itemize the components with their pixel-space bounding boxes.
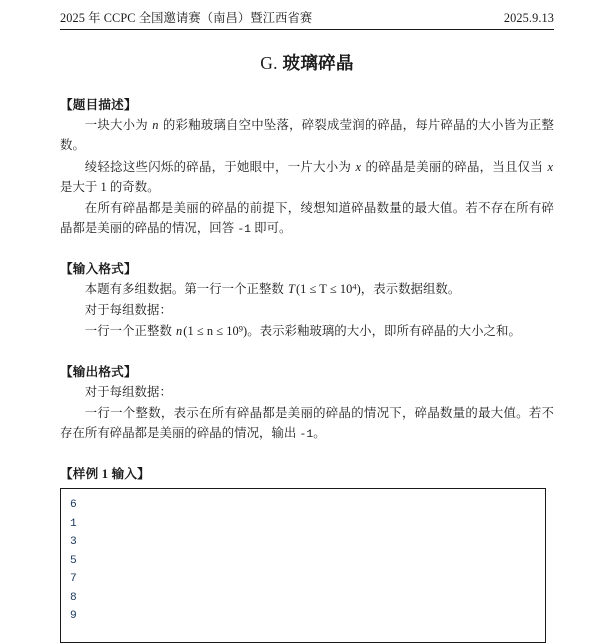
input-format-paragraph-3 xyxy=(60,321,554,341)
var-n-2: n xyxy=(176,324,183,339)
var-x-2: x xyxy=(547,159,553,174)
input-format-paragraph-1 xyxy=(60,279,554,299)
section-heading-output-format: 【输出格式】 xyxy=(60,364,137,379)
sample-line: 6 xyxy=(70,499,77,512)
description-paragraph-1 xyxy=(60,115,554,155)
page-header xyxy=(60,0,554,30)
constraint-n-body: (1 ≤ n ≤ 10 xyxy=(183,324,239,339)
desc-p1-text-b: 的彩釉玻璃自空中坠落，碎裂成莹润的碎晶，每片碎晶的大小皆为正整数。 xyxy=(60,118,554,153)
constraint-n-exponent: 9 xyxy=(238,323,243,334)
desc-p2-text-a: 绫轻捻这些闪烁的碎晶，于她眼中，一片大小为 xyxy=(84,159,355,174)
header-date: 2025.9.13 xyxy=(503,11,554,25)
input-p3-text-b: 。表示彩釉玻璃的大小，即所有碎晶的大小之和。 xyxy=(247,324,521,339)
input-p3-text-a: 一行一个正整数 xyxy=(84,324,176,339)
constraint-n-close: ) xyxy=(243,324,248,339)
page-title xyxy=(60,50,554,75)
description-paragraph-3 xyxy=(60,198,554,240)
desc-p2-text-c: 是大于 1 的奇数。 xyxy=(60,179,160,194)
sample-input-box xyxy=(60,488,546,643)
output-p2-text-b: 。 xyxy=(313,425,326,440)
input-format-paragraph-2: 对于每组数据： xyxy=(84,303,172,318)
var-x: x xyxy=(355,159,362,174)
var-n: n xyxy=(152,118,159,133)
sample-line: 5 xyxy=(70,554,77,567)
sample-line: 8 xyxy=(70,591,77,604)
constraint-T-body: (1 ≤ T ≤ 10 xyxy=(295,282,353,297)
constraint-T-exponent: 4 xyxy=(352,281,357,292)
input-p1-text-b: ，表示数据组数。 xyxy=(360,282,461,297)
section-heading-description: 【题目描述】 xyxy=(60,98,137,113)
output-p2-text-a: 一行一个整数，表示在所有碎晶都是美丽的碎晶的情况下，碎晶数量的最大值。若不存在所有碎晶都是美丽的碎晶的情况，输出 xyxy=(60,405,554,440)
problem-letter: G. xyxy=(260,53,278,74)
literal-minus-one: -1 xyxy=(237,223,251,236)
var-T: T xyxy=(288,282,295,297)
section-heading-input-format: 【输入格式】 xyxy=(60,262,137,277)
desc-p3-text-a: 在所有碎晶都是美丽的碎晶的前提下，绫想知道碎晶数量的最大值。若不存在所有碎晶都是美丽的碎晶的情况，回答 xyxy=(60,200,554,235)
literal-minus-one-output: -1 xyxy=(299,428,314,441)
desc-p2-text-b: 的碎晶是美丽的碎晶，当且仅当 xyxy=(362,159,547,174)
sample-line: 9 xyxy=(70,610,77,623)
header-contest-name: 2025 年 CCPC 全国邀请赛（南昌）暨江西省赛 xyxy=(60,11,313,25)
sample-line: 3 xyxy=(70,536,77,549)
desc-p3-text-b: 即可。 xyxy=(251,220,292,235)
section-heading-sample-input: 【样例 1 输入】 xyxy=(60,467,150,482)
sample-line: 1 xyxy=(70,517,77,530)
sample-line: 7 xyxy=(70,573,77,586)
constraint-n xyxy=(183,324,247,338)
constraint-T xyxy=(296,282,361,296)
input-p1-text-a: 本题有多组数据。第一行一个正整数 xyxy=(84,282,287,297)
constraint-T-close: ) xyxy=(356,282,361,297)
output-format-paragraph-2 xyxy=(60,403,554,445)
description-paragraph-2 xyxy=(60,157,554,197)
problem-name: 玻璃碎晶 xyxy=(282,53,354,74)
output-format-paragraph-1: 对于每组数据： xyxy=(84,384,172,399)
desc-p1-text-a: 一块大小为 xyxy=(84,118,152,133)
